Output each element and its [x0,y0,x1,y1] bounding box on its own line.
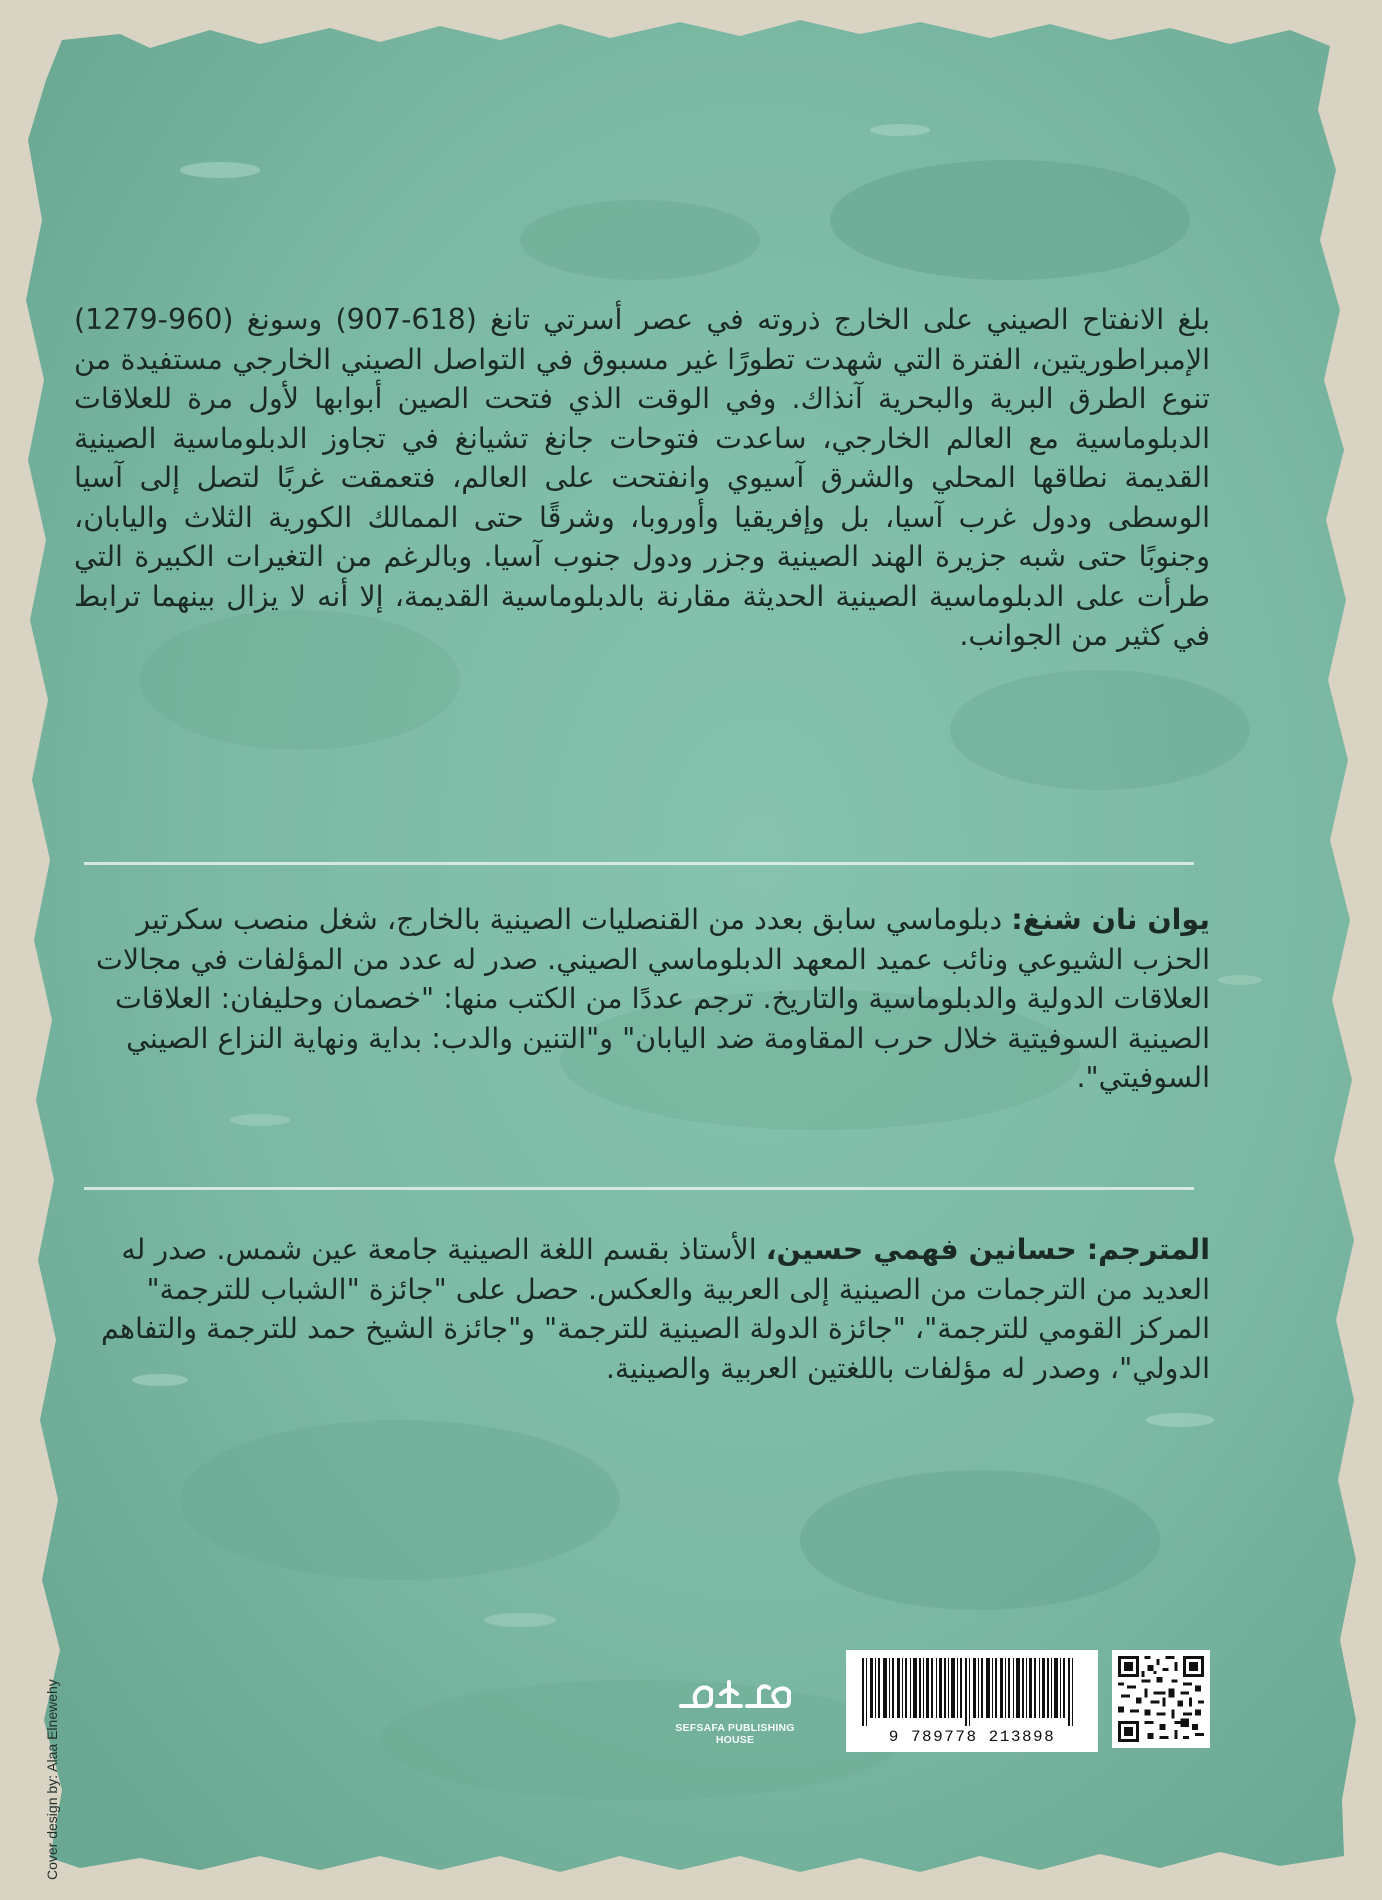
main-text-block [74,300,1210,656]
sefsafa-logo-icon [675,1672,795,1716]
publisher-name: SEFSAFA PUBLISHING HOUSE [675,1722,795,1746]
publisher-logo [655,1672,815,1746]
main-paragraph: بلغ الانفتاح الصيني على الخارج ذروته في عصر أسرتي تانغ (618-907) وسونغ (960-1279) الإمبراطوريتين، الفترة التي شهدت تطورًا غير مسبوق في التواصل الصيني الخارجي مستفيدة من تنوع الطرق البرية والبحرية آنذاك. وفي الوقت الذي فتحت الصين أبوابها لأول مرة للعلاقات الدبلوماسية مع العالم الخارجي، ساعدت فتوحات جانغ تشيانغ في تجاوز الدبلوماسية الصينية القديمة نطاقها المحلي والشرق آسيوي وانفتحت على العالم، فتعمقت غربًا لتصل إلى آسيا الوسطى ودول غرب آسيا، بل وإفريقيا وأوروبا، وشرقًا حتى الممالك الكورية الثلاث واليابان، وجنوبًا حتى شبه جزيرة الهند الصينية وجزر ودول جنوب آسيا. وبالرغم من التغيرات الكبيرة التي طرأت على الدبلوماسية الصينية الحديثة مقارنة بالدبلوماسية القديمة، إلا أنه لا يزال بينهما ترابط في كثير من الجوانب. [74,303,1210,652]
divider-bottom [84,1187,1194,1190]
isbn-barcode [846,1650,1098,1752]
translator-bio-block [74,1230,1210,1388]
author-bio [74,900,1210,1098]
cover-design-credit: Cover design by: Alaa Elnewehy [44,1679,60,1880]
qr-code-icon [1118,1656,1204,1742]
divider-top [84,862,1194,865]
qr-code [1112,1650,1210,1748]
translator-bio [74,1230,1210,1388]
barcode-icon [848,1654,1096,1728]
isbn-digits: 9 789778 213898 [888,1728,1056,1746]
author-bio-text: دبلوماسي سابق بعدد من القنصليات الصينية بالخارج، شغل منصب سكرتير الحزب الشيوعي ونائب عميد المعهد الدبلوماسي الصيني. صدر له عدد من المؤلفات في مجالات العلاقات الدولية والدبلوماسية والتاريخ. ترجم عددًا من الكتب منها: "خصمان وحليفان: العلاقات الصينية السوفيتية خلال حرب المقاومة ضد اليابان" و"التنين والدب: بداية ونهاية النزاع الصيني السوفيتي". [96,903,1210,1094]
translator-name: المترجم: حسانين فهمي حسين، [765,1233,1210,1266]
author-name: يوان نان شنغ: [1011,903,1210,936]
translator-bio-text: الأستاذ بقسم اللغة الصينية جامعة عين شمس. صدر له العديد من الترجمات من الصينية إلى العربية والعكس. حصل على "جائزة "الشباب للترجمة" المركز القومي للترجمة"، "جائزة الدولة الصينية للترجمة" و"جائزة الشيخ حمد للترجمة والتفاهم الدولي"، وصدر له مؤلفات باللغتين العربية والصينية. [101,1233,1210,1385]
author-bio-block [74,900,1210,1098]
